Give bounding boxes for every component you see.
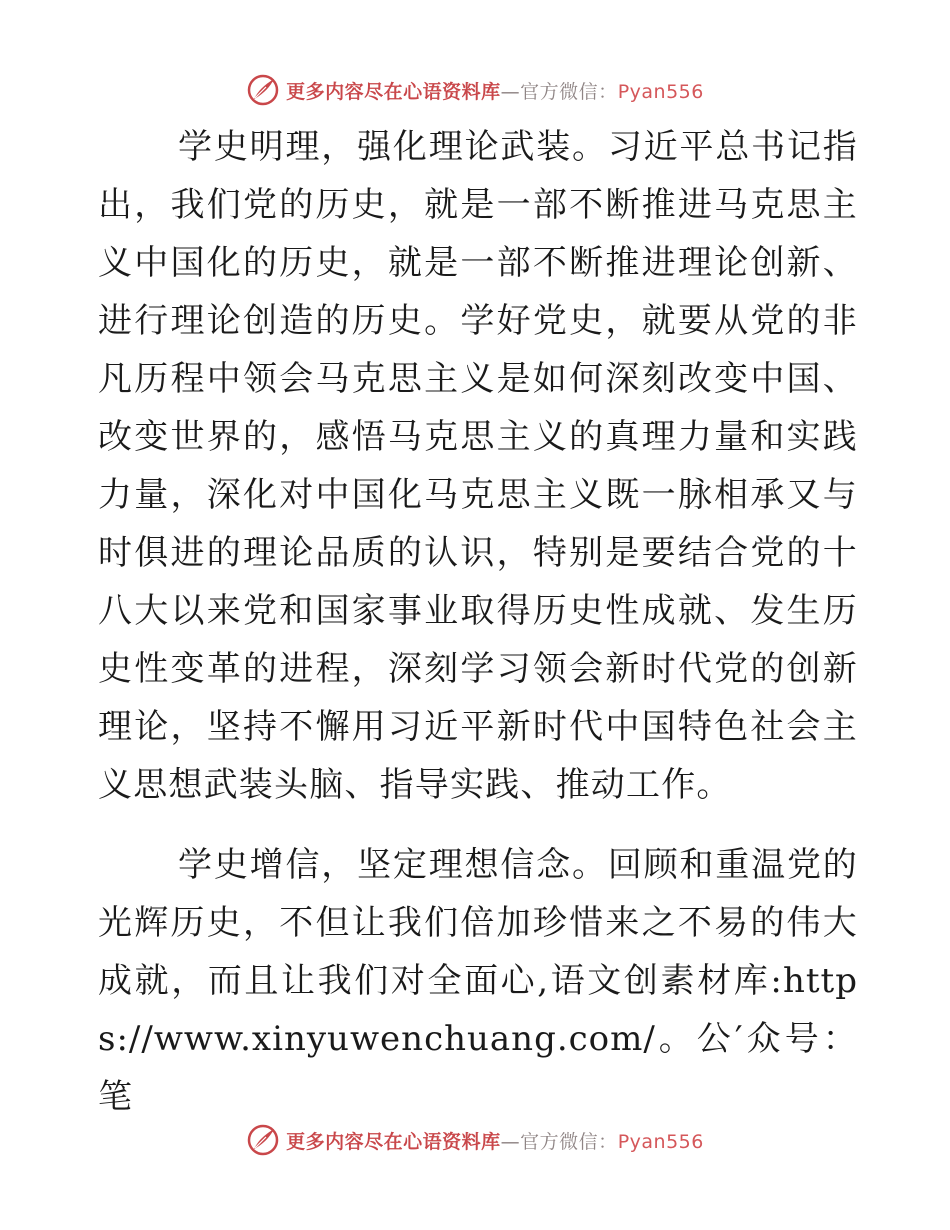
paragraph-2-text: 学史增信，坚定理想信念。回顾和重温党的光辉历史，不但让我们倍加珍惜来之不易的伟大成就，而且让我们对全面心,语文创素材库: — [98, 845, 858, 1001]
watermark-brand: 更多内容尽在心语资料库 — [286, 1130, 501, 1153]
feather-pen-logo-icon — [246, 73, 280, 107]
document-body — [98, 118, 858, 1126]
watermark-wechat-label: 官方微信： — [520, 80, 618, 103]
feather-pen-logo-icon — [246, 1123, 280, 1157]
watermark-text — [286, 77, 704, 104]
watermark-wechat-id: Pyan556 — [617, 80, 704, 103]
watermark-wechat-id: Pyan556 — [617, 1130, 704, 1153]
paragraph-2-tail: 。公′众号：笔 — [98, 1019, 858, 1117]
watermark-dash: — — [500, 80, 521, 103]
watermark-wechat-label: 官方微信： — [520, 1130, 618, 1153]
watermark-brand: 更多内容尽在心语资料库 — [286, 80, 501, 103]
watermark-text — [286, 1127, 704, 1154]
paragraph-2 — [98, 836, 858, 1126]
watermark-banner-bottom — [0, 1120, 950, 1160]
watermark-dash: — — [500, 1130, 521, 1153]
watermark-banner-top — [0, 70, 950, 110]
paragraph-1: 学史明理，强化理论武装。习近平总书记指出，我们党的历史，就是一部不断推进马克思主义中国化的历史，就是一部不断推进理论创新、进行理论创造的历史。学好党史，就要从党的非凡历程中领会马克思主义是如何深刻改变中国、改变世界的，感悟马克思主义的真理力量和实践力量，深化对中国化马克思主义既一脉相承又与时俱进的理论品质的认识，特别是要结合党的十八大以来党和国家事业取得历史性成就、发生历史性变革的进程，深刻学习领会新时代党的创新理论，坚持不懈用习近平新时代中国特色社会主义思想武装头脑、指导实践、推动工作。 — [98, 127, 858, 805]
url-link[interactable]: https://www.xinyuwenchuang.com/ — [98, 961, 858, 1059]
